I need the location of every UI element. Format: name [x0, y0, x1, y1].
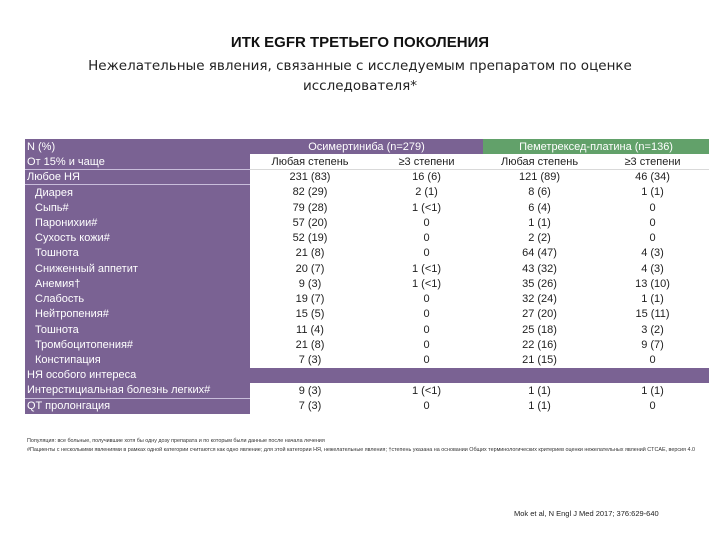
- table-row: [25, 185, 709, 200]
- special-interest-header-row: [25, 368, 709, 383]
- footnotes: [27, 437, 697, 454]
- row-label: Тошнота: [25, 246, 250, 261]
- pem-grade3-cell: 1 (1): [641, 293, 664, 306]
- row-label: Тошнота: [25, 322, 250, 337]
- osi-grade3-header: ≥3 степени: [370, 154, 483, 169]
- table-row: [25, 276, 709, 291]
- osi-grade3-cell: 0: [423, 232, 430, 245]
- row-label: Сниженный аппетит: [25, 261, 250, 276]
- pem-any-grade-cell: 22 (16): [522, 338, 557, 351]
- pem-any-grade-cell: 1 (1): [528, 399, 551, 412]
- osi-any-grade-header: Любая степень: [250, 154, 370, 169]
- table-row: [25, 398, 709, 413]
- pem-grade3-cell: 4 (3): [641, 262, 664, 275]
- row-label: Сухость кожи#: [25, 231, 250, 246]
- n-percent-label: N (%): [25, 139, 250, 154]
- table-row: [25, 261, 709, 276]
- row-label: Анемия†: [25, 276, 250, 291]
- table-row: [25, 307, 709, 322]
- pem-grade3-cell: 0: [649, 216, 656, 229]
- osi-any-grade-cell: 7 (3): [298, 354, 322, 367]
- pem-any-grade-cell: 32 (24): [522, 293, 557, 306]
- osi-grade3-cell: 2 (1): [415, 186, 438, 199]
- pem-any-grade-cell: 1 (1): [528, 384, 551, 397]
- row-label: Сыпь#: [25, 200, 250, 215]
- row-label: Тромбоцитопения#: [25, 337, 250, 352]
- osi-grade3-cell: 16 (6): [412, 171, 441, 184]
- slide-subtitle: [60, 56, 660, 96]
- osi-grade3-cell: 0: [423, 354, 430, 367]
- osi-grade3-cell: 0: [423, 399, 430, 412]
- pem-any-grade-header: Любая степень: [483, 154, 596, 169]
- table-row: [25, 322, 709, 337]
- table-row: [25, 383, 709, 398]
- pem-grade3-cell: 9 (7): [641, 338, 664, 351]
- osi-any-grade-cell: 52 (19): [292, 232, 328, 245]
- pem-grade3-cell: 4 (3): [641, 247, 664, 260]
- osi-any-grade-cell: 57 (20): [292, 216, 328, 229]
- pem-any-grade-cell: 35 (26): [522, 277, 557, 290]
- table-row: [25, 170, 709, 185]
- pem-any-grade-cell: 25 (18): [522, 323, 557, 336]
- slide-title: ИТК EGFR ТРЕТЬЕГО ПОКОЛЕНИЯ: [230, 34, 490, 51]
- subheader-row: [25, 154, 709, 169]
- pem-any-grade-cell: 2 (2): [528, 232, 551, 245]
- pem-any-grade-cell: 1 (1): [528, 216, 551, 229]
- citation: Mok et al, N Engl J Med 2017; 376:629-640: [514, 509, 659, 518]
- osi-any-grade-cell: 79 (28): [292, 201, 328, 214]
- row-label: QT пролонгация: [25, 398, 250, 413]
- pem-any-grade-cell: 64 (47): [522, 247, 557, 260]
- row-label: Диарея: [25, 185, 250, 200]
- osi-grade3-cell: 1 (<1): [411, 277, 442, 290]
- pem-any-grade-cell: 21 (15): [522, 354, 557, 367]
- pem-grade3-cell: 13 (10): [635, 277, 670, 290]
- osi-any-grade-cell: 7 (3): [298, 399, 322, 412]
- table-row: [25, 337, 709, 352]
- table-row: [25, 292, 709, 307]
- osi-any-grade-cell: 21 (8): [295, 247, 325, 260]
- osi-any-grade-cell: 82 (29): [292, 186, 328, 199]
- pem-grade3-cell: 0: [649, 354, 656, 367]
- table-row: [25, 200, 709, 215]
- osi-grade3-cell: 0: [423, 216, 430, 229]
- table-row: [25, 215, 709, 230]
- footnote-population: Популяция: все больные, получившие хотя бы одну дозу препарата и по которым были данные после начала лечения: [27, 438, 325, 444]
- row-label: Паронихии#: [25, 215, 250, 230]
- pem-any-grade-cell: 27 (20): [522, 308, 557, 321]
- osi-any-grade-cell: 20 (7): [295, 262, 325, 275]
- pem-any-grade-cell: 6 (4): [528, 201, 551, 214]
- row-label: Нейтропения#: [25, 307, 250, 322]
- osi-any-grade-cell: 19 (7): [295, 293, 325, 306]
- pem-any-grade-cell: 43 (32): [522, 262, 557, 275]
- adverse-events-table: [25, 139, 709, 414]
- group-header-row: [25, 139, 709, 154]
- pem-grade3-cell: 0: [649, 232, 656, 245]
- subtitle-line-1: Нежелательные явления, связанные с исследуемым препаратом по оценке: [88, 58, 632, 74]
- table-row: [25, 353, 709, 368]
- osimertinib-group-header: Осимертиниба (n=279): [250, 139, 483, 154]
- osi-grade3-cell: 1 (<1): [411, 201, 442, 214]
- osi-any-grade-cell: 15 (5): [295, 308, 325, 321]
- table-row: [25, 231, 709, 246]
- osi-grade3-cell: 1 (<1): [411, 384, 442, 397]
- osi-any-grade-cell: 9 (3): [298, 277, 322, 290]
- pem-any-grade-cell: 8 (6): [528, 186, 551, 199]
- osi-any-grade-cell: 21 (8): [295, 338, 325, 351]
- osi-any-grade-cell: 9 (3): [298, 384, 322, 397]
- pem-grade3-cell: 1 (1): [641, 186, 664, 199]
- osi-any-grade-cell: 11 (4): [296, 323, 324, 336]
- osi-grade3-cell: 0: [423, 293, 430, 306]
- osi-grade3-cell: 0: [423, 338, 430, 351]
- frequency-threshold-label: От 15% и чаще: [25, 154, 250, 169]
- osi-any-grade-cell: 231 (83): [289, 171, 331, 184]
- row-label: Констипация: [25, 353, 250, 368]
- osi-grade3-cell: 0: [423, 323, 430, 336]
- subtitle-line-2: исследователя*: [302, 78, 418, 94]
- row-label: Слабость: [25, 292, 250, 307]
- pem-grade3-cell: 3 (2): [641, 323, 664, 336]
- footnote-definitions: #Пациенты с несколькими явлениями в рамках одной категории считаются как одно явление; для этой категории НЯ, нежелательные явления; †степень указана на основании Общих терминологических критериев оценки нежелательных явлений CTCAE, версия 4.0: [27, 446, 695, 453]
- special-interest-band: [250, 368, 709, 383]
- pem-grade3-cell: 0: [649, 399, 656, 412]
- special-interest-label: НЯ особого интереса: [25, 368, 250, 383]
- osi-grade3-cell: 0: [423, 247, 430, 260]
- pem-grade3-cell: 15 (11): [635, 308, 670, 321]
- osi-grade3-cell: 1 (<1): [411, 262, 442, 275]
- row-label: Интерстициальная болезнь легких#: [25, 383, 250, 398]
- osi-grade3-cell: 0: [423, 308, 430, 321]
- pem-grade3-cell: 1 (1): [641, 384, 664, 397]
- pem-grade3-cell: 46 (34): [635, 171, 670, 184]
- pemetrexed-group-header: Пеметрексед-платина (n=136): [483, 139, 709, 154]
- pem-any-grade-cell: 121 (89): [519, 171, 560, 184]
- row-label: Любое НЯ: [25, 170, 250, 185]
- table-row: [25, 246, 709, 261]
- pem-grade3-header: ≥3 степени: [596, 154, 709, 169]
- pem-grade3-cell: 0: [649, 201, 656, 214]
